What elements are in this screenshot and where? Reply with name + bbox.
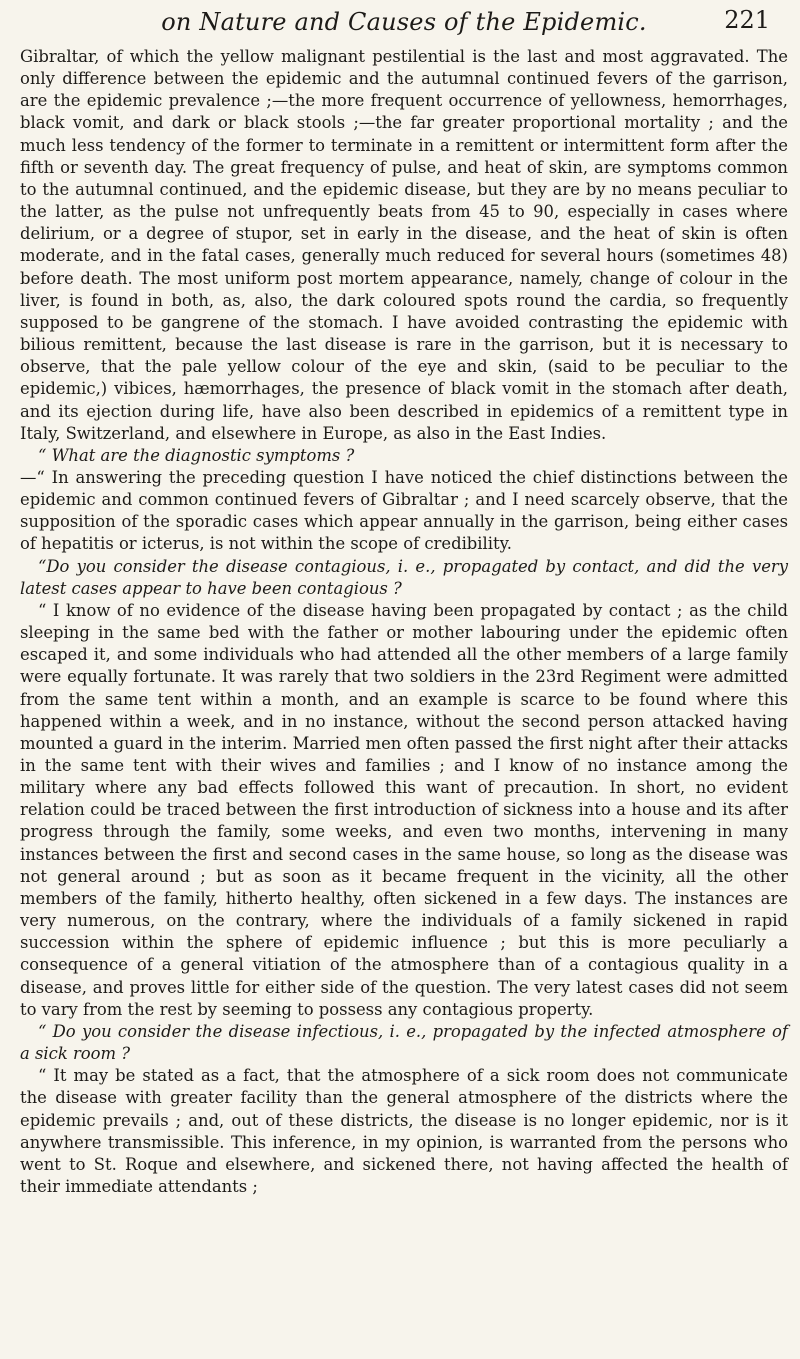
paragraph-diagnostic-answer: —“ In answering the preceding question I have noticed the chief distinctions between the epidemic and common continued fevers of Gibraltar ; and I need scarcely observe, that the supposition of the sporadic cases which appear annually in the garrison, being either cases of hepatitis or icterus, is not within the scope of credibility.: [20, 467, 788, 554]
paragraph-infection-answer: “ It may be stated as a fact, that the atmosphere of a sick room does not communicate the disease with greater facility than the general atmosphere of the districts where the epidemic prevails ; and, out of these districts, the disease is no longer epidemic, nor is it anywhere transmissible. This inference, in my opinion, is warranted from the persons who went to St. Roque and elsewhere, and sickened there, not having affected the health of their immediate attendants ;: [20, 1066, 788, 1196]
page-number: 221: [724, 6, 770, 34]
question-contagious: “Do you consider the disease contagious, i. e., propagated by contact, and did the very latest cases appear to have been contagious ?: [20, 556, 788, 598]
body-text: [20, 46, 788, 1198]
paragraph-differences: Gibraltar, of which the yellow malignant pestilential is the last and most aggravated. The only difference between the epidemic and the autumnal continued fevers of the garrison, are the epidemic prevalence ;—the more frequent occurrence of yellowness, hemorrhages, black vomit, and dark or black stools ;—the far greater proportional mortality ; and the much less tendency of the former to terminate in a remittent or intermittent form after the fifth or seventh day. The great frequency of pulse, and heat of skin, are symptoms common to the autumnal continued, and the epidemic disease, but they are by no means peculiar to the latter, as the pulse not unfrequently beats from 45 to 90, especially in cases where delirium, or a degree of stupor, set in early in the disease, and the heat of skin is often moderate, and in the fatal cases, generally much reduced for several hours (sometimes 48) before death. The most uniform post mortem appearance, namely, change of colour in the liver, is found in both, as, also, the dark coloured spots round the cardia, so frequently supposed to be gangrene of the stomach. I have avoided contrasting the epidemic with bilious remittent, because the last disease is rare in the garrison, but it is necessary to observe, that the pale yellow colour of the eye and skin, (said to be peculiar to the epidemic,) vibices, hæmorrhages, the presence of black vomit in the stomach after death, and its ejection during life, have also been described in epidemics of a remittent type in Italy, Switzerland, and elsewhere in Europe, as also in the East Indies.: [20, 47, 788, 443]
question-infectious: “ Do you consider the disease infectious, i. e., propagated by the infected atmosphere of a sick room ?: [20, 1021, 788, 1064]
paragraph-contagion-answer: “ I know of no evidence of the disease having been propagated by contact ; as the child sleeping in the same bed with the father or mother labouring under the epidemic often escaped it, and some individuals who had attended all the other members of a large family were equally fortunate. It was rarely that two soldiers in the 23rd Regiment were admitted from the same tent within a month, and an example is scarce to be found where this happened within a week, and in no instance, without the second person attacked having mounted a guard in the interim. Married men often passed the first night after their attacks in the same tent with their wives and families ; and I know of no instance among the military where any bad effects followed this want of precaution. In short, no evident relation could be traced between the first introduction of sickness into a house and its after progress through the family, some weeks, and even two months, intervening in many instances between the first and second cases in the same house, so long as the disease was not general around ; but as soon as it became frequent in the vicinity, all the other members of the family, hitherto healthy, often sickened in a few days. The instances are very numerous, on the contrary, where the individuals of a family sickened in rapid succession within the sphere of epidemic influence ; but this is more peculiarly a consequence of a general vitiation of the atmosphere than of a contagious quality in a disease, and proves little for either side of the question. The very latest cases did not seem to vary from the rest by seeming to possess any contagious property.: [20, 600, 788, 1019]
running-title: on Nature and Causes of the Epidemic.: [161, 8, 647, 36]
question-diagnostic-symptoms: “ What are the diagnostic symptoms ?: [38, 445, 355, 465]
page-header: [20, 0, 788, 40]
